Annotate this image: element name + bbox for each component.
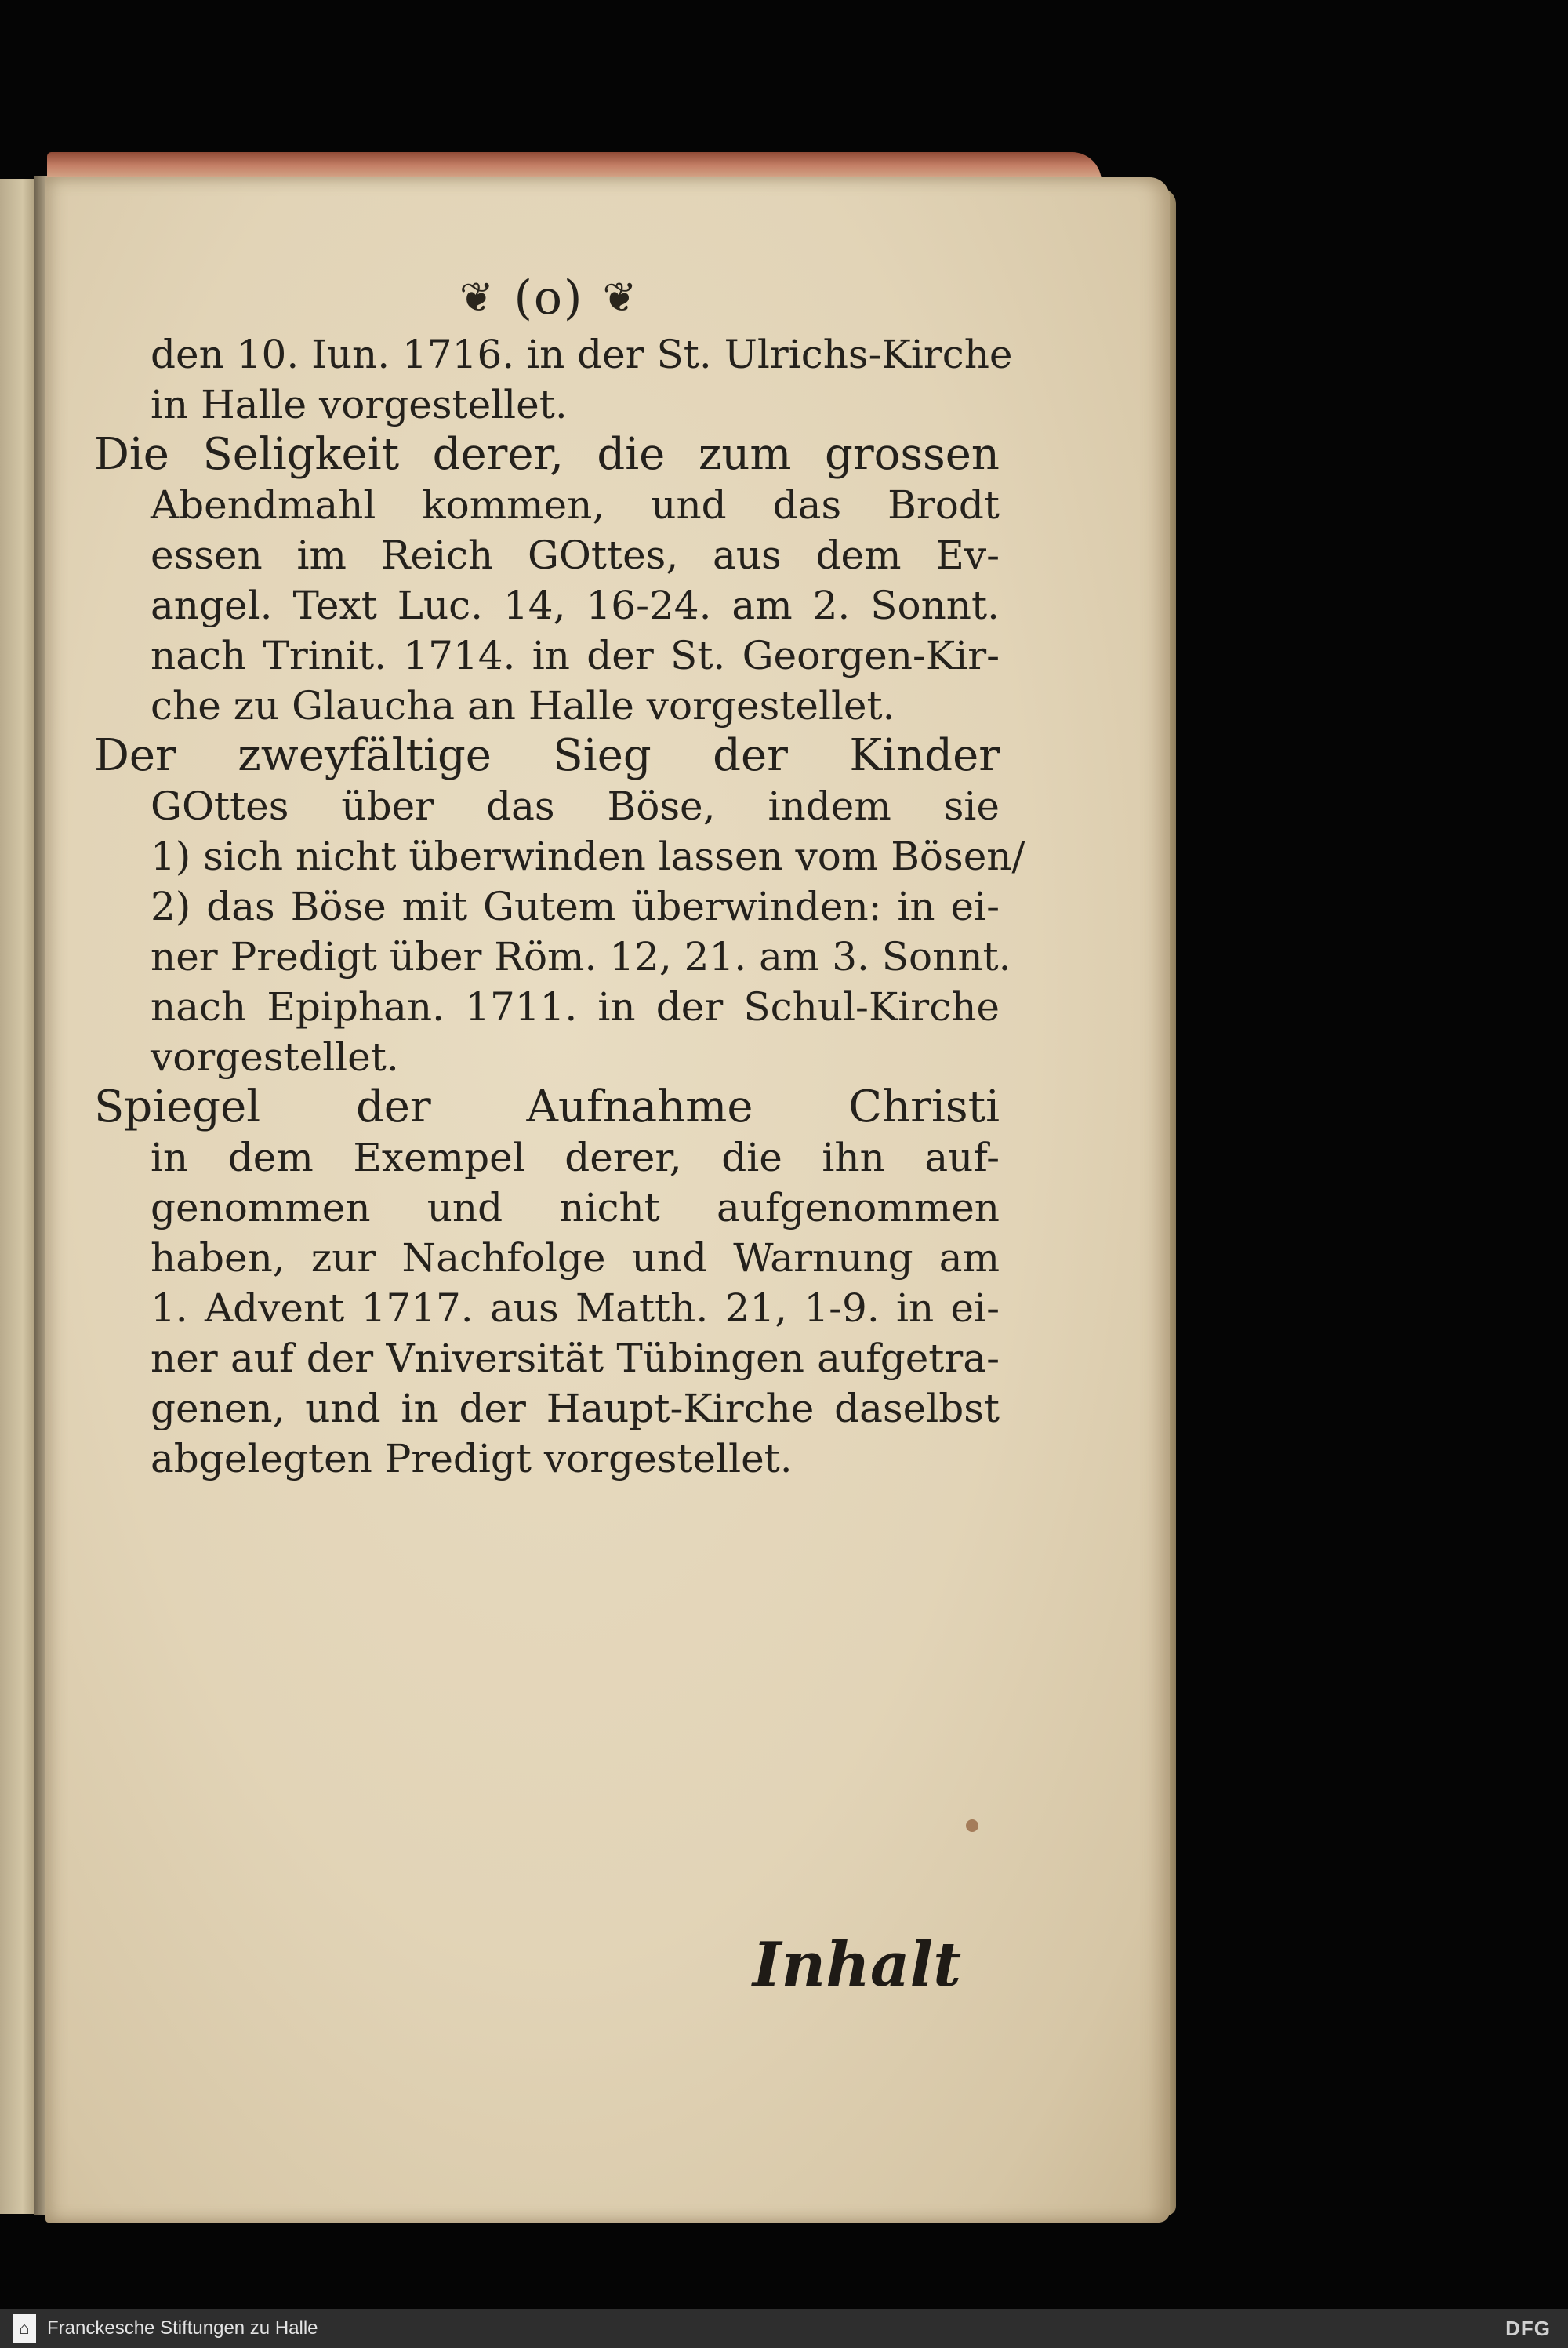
- text-line: che zu Glaucha an Halle vorgestellet.: [151, 683, 895, 729]
- text-line: haben, zur Nachfolge und Warnung am: [151, 1235, 1000, 1281]
- entry-title-line: Der zweyfältige Sieg der Kinder: [94, 730, 1000, 781]
- ornament-right-icon: ❦: [602, 274, 639, 322]
- institution-logo-icon: ⌂: [13, 2314, 36, 2343]
- text-line: den 10. Iun. 1716. in der St. Ulrichs-Kirche: [151, 332, 1013, 377]
- text-line: 1) sich nicht überwinden lassen vom Bösen/: [151, 834, 1025, 879]
- text-line: 2) das Böse mit Gutem überwinden: in ei-: [151, 884, 1000, 929]
- text-line: in Halle vorgestellet.: [151, 382, 568, 427]
- text-line: genommen und nicht aufgenommen: [151, 1185, 1000, 1230]
- institution-name: Franckesche Stiftungen zu Halle: [47, 2317, 318, 2339]
- viewer-footer: [0, 2309, 1568, 2348]
- facing-page-edge: [0, 179, 38, 2214]
- text-line: nach Trinit. 1714. in der St. Georgen-Kir-: [151, 633, 1000, 678]
- text-line: ner auf der Vniversität Tübingen aufgetra-: [151, 1336, 1000, 1381]
- text-line: ner Predigt über Röm. 12, 21. am 3. Sonnt.: [151, 934, 1011, 980]
- text-line: in dem Exempel derer, die ihn auf-: [151, 1135, 1000, 1180]
- footer-institution[interactable]: [0, 2314, 318, 2343]
- paper-stain: [966, 1819, 978, 1832]
- running-head: [353, 267, 745, 329]
- text-line: essen im Reich GOttes, aus dem Ev-: [151, 532, 1000, 578]
- catchword: Inhalt: [753, 1929, 962, 2001]
- text-line: 1. Advent 1717. aus Matth. 21, 1-9. in ei-: [151, 1285, 1000, 1331]
- text-line: nach Epiphan. 1711. in der Schul-Kirche: [151, 984, 1000, 1030]
- page-text: [94, 267, 1025, 1484]
- text-line: angel. Text Luc. 14, 16-24. am 2. Sonnt.: [151, 583, 1000, 628]
- text-line: genen, und in der Haupt-Kirche daselbst: [151, 1386, 1000, 1431]
- dfg-logo[interactable]: DFG: [1505, 2316, 1551, 2340]
- page-number: (o): [514, 271, 584, 325]
- ornament-left-icon: ❦: [459, 274, 495, 322]
- text-line: Abendmahl kommen, und das Brodt: [151, 482, 1000, 528]
- entry-title-line: Spiegel der Aufnahme Christi: [94, 1081, 1000, 1132]
- text-line: GOttes über das Böse, indem sie: [151, 783, 1000, 829]
- text-line: vorgestellet.: [151, 1034, 399, 1080]
- text-line: abgelegten Predigt vorgestellet.: [151, 1436, 793, 1481]
- entry-title-line: Die Seligkeit derer, die zum grossen: [94, 429, 1000, 480]
